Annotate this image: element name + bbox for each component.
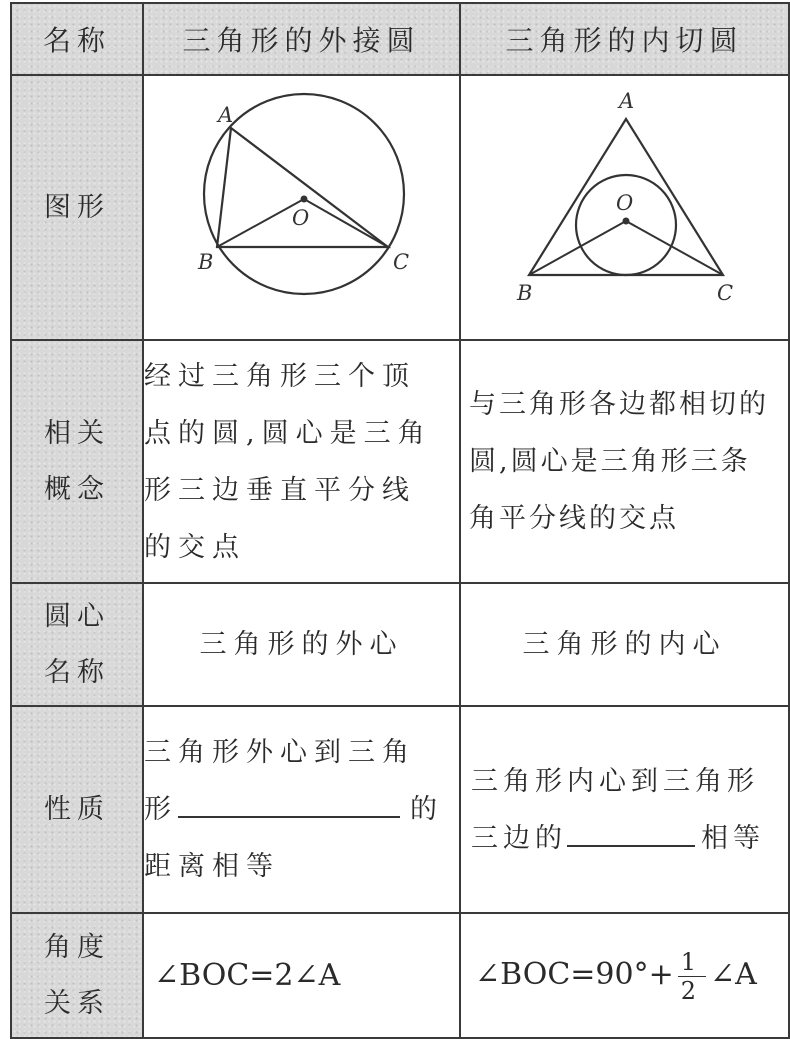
circumcircle-property: 三角形外心到三角 形 的 距离相等	[143, 706, 460, 913]
incircle-segment-ob	[529, 221, 626, 275]
incircle-concept: 与三角形各边都相切的 圆,圆心是三角形三条 角平分线的交点	[460, 340, 789, 583]
circumcenter-dot	[301, 196, 308, 203]
circumcircle-diagram	[144, 76, 461, 319]
concept-row	[11, 340, 789, 583]
fill-blank-2[interactable]	[567, 841, 695, 847]
property-row	[11, 706, 789, 913]
circum-segment-oc	[304, 199, 388, 247]
incircle-segment-oc	[626, 221, 723, 275]
circum-label-a: A	[218, 103, 241, 127]
circum-label-o: O	[292, 206, 317, 230]
incenter-dot	[623, 218, 630, 225]
circum-label-c: C	[393, 250, 417, 274]
incircle-diagram	[461, 76, 790, 319]
incircle-property: 三角形内心到三角形 三边的 相等	[460, 706, 789, 913]
circum-label-b: B	[198, 250, 221, 274]
header-incircle: 三角形的内切圆	[460, 3, 789, 75]
circum-segment-ob	[217, 199, 304, 247]
angle-row	[11, 913, 789, 1038]
circumcircle-concept: 经过三角形三个顶 点的圆,圆心是三角 形三边垂直平分线 的交点	[143, 340, 460, 583]
center-name-row	[11, 583, 789, 706]
incircle-label-c: C	[717, 281, 741, 305]
figure-label: 图形	[11, 75, 143, 340]
incircle-angle: ∠BOC=90°+ $\frac{1}{2}$ ∠A	[460, 913, 789, 1038]
concept-label: 相关 概念	[11, 340, 143, 583]
fraction-one-half: $\frac{1}{2}$	[678, 948, 706, 1005]
incircle-label-b: B	[517, 281, 540, 305]
comparison-table	[10, 2, 790, 1039]
circumcircle-figure-cell	[143, 75, 460, 340]
header-circumcircle: 三角形的外接圆	[143, 3, 460, 75]
circumcenter-name: 三角形的外心	[143, 583, 460, 706]
fill-blank-1[interactable]	[178, 812, 400, 818]
header-label: 名称	[11, 3, 143, 75]
center-name-label: 圆心 名称	[11, 583, 143, 706]
angle-label: 角度 关系	[11, 913, 143, 1038]
property-label: 性质	[11, 706, 143, 913]
header-row	[11, 3, 789, 75]
incenter-name: 三角形的内心	[460, 583, 789, 706]
incircle-label-a: A	[619, 89, 642, 113]
incircle	[576, 175, 676, 275]
incircle-label-o: O	[616, 191, 641, 215]
circumcircle-angle: ∠BOC=2∠A	[143, 913, 460, 1038]
figure-row	[11, 75, 789, 340]
incircle-figure-cell	[460, 75, 789, 340]
